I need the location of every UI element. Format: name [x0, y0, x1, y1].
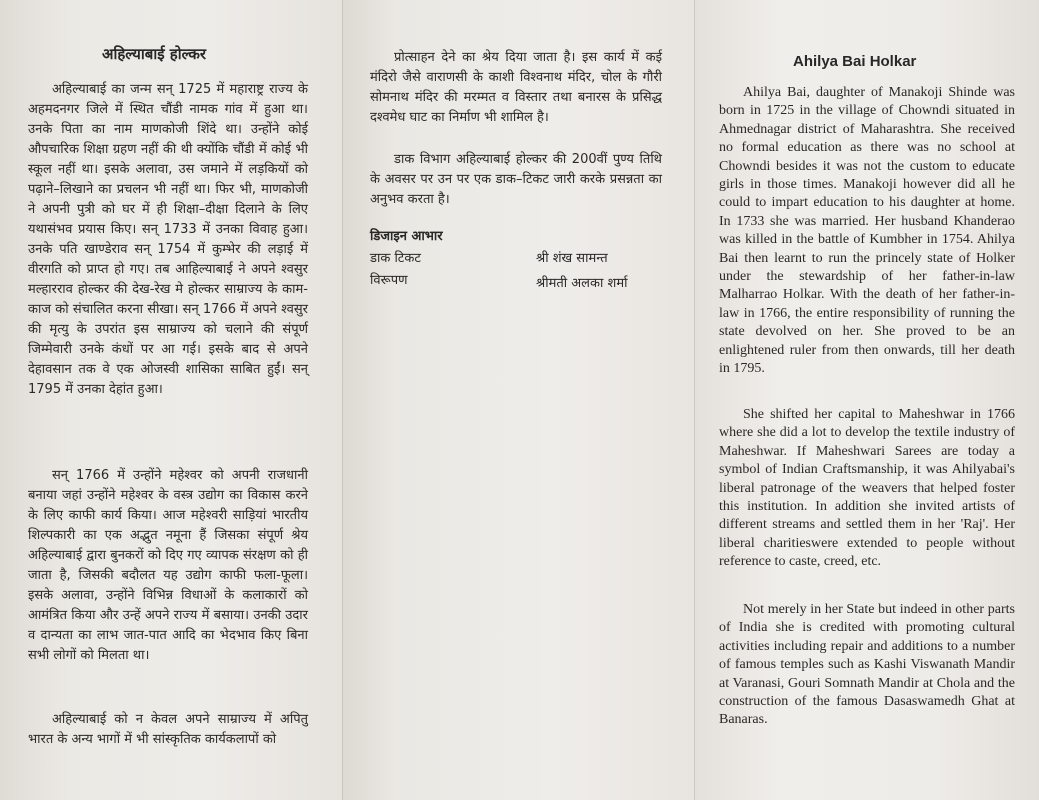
- hindi-panel-left: [0, 0, 343, 800]
- hindi-paragraph-2: सन् 1766 में उन्होंने महेश्वर को अपनी राजधानी बनाया जहां उन्होंने महेश्वर के वस्त्र उद्योग का विकास करने के लिए काफी कार्य किया। आज महेश्वरी साड़ियां भारतीय शिल्पकारी का एक अद्भुत नमूना हैं जिसका संपूर्ण श्रेय अहिल्याबाई द्वारा बुनकरों को दिए गए व्यापक संरक्षण को ही जाता है, जिसकी बदौलत यह उद्योग काफी फला-फूला। इसके अलावा, उन्होंने विभिन्न विधाओं के कलाकारों को आमंत्रित किया और उन्हें अपने राज्य में बसाया। उनकी उदार व दान्यता का लाभ जात-पात आदि का भेदभाव किए बिना सभी लोगों को मिलता था।: [28, 468, 308, 663]
- credit-label: विरूपण: [370, 273, 408, 288]
- english-panel: [695, 0, 1039, 800]
- hindi-paragraph-4: प्रोत्साहन देने का श्रेय दिया जाता है। इस कार्य में कई मंदिरो जैसे वाराणसी के काशी विश्वनाथ मंदिर, चोल के गौरी सोमनाथ मंदिर की मरम्मत व विस्तार तथा बनारस के प्रसिद्ध दश्वमेध घाट का निर्माण भी शामिल है।: [370, 50, 662, 125]
- hindi-paragraph-5: डाक विभाग अहिल्याबाई होल्कर की 200वीं पुण्य तिथि के अवसर पर उन पर एक डाक–टिकट जारी करके प्रसन्नता का अनुभव करता है।: [370, 152, 662, 207]
- design-credits-title: डिजाइन आभार: [370, 229, 443, 244]
- hindi-title: अहिल्याबाई होल्कर: [102, 45, 207, 63]
- english-title: Ahilya Bai Holkar: [793, 53, 917, 70]
- credit-name: श्री शंख सामन्त: [536, 251, 608, 266]
- credit-label: डाक टिकट: [370, 251, 421, 266]
- english-paragraph-3: Not merely in her State but indeed in other parts of India she is credited with promoting cultural activities including repair and additions to a number of famous temples such as Kashi Viswanath Mandir at Varanasi, Gouri Somnath Mandir at Chola and the construction of the famous Dasaswamedh Ghat at Banaras.: [719, 602, 1015, 728]
- hindi-panel-middle: [343, 0, 695, 800]
- english-paragraph-1: Ahilya Bai, daughter of Manakoji Shinde was born in 1725 in the village of Chowndi situated in Ahmednagar district of Maharashtra. She received no formal education as there was no school at Chowndi besides it was not the custom to educate girls in those times. Manakoji however did all he could to impart education to his daughter at home. In 1733 she was married. Her husband Khanderao was killed in the battle of Kumbher in 1754. Ahilya Bai then learnt to run the princely state of Holker under the stewardship of her father-in-law Malharrao Holkar. With the death of her father-in-law in 1766, the entire responsibility of running the state devolved on her. She proved to be an enlightened ruler from then onwards, till her death in 1795.: [719, 85, 1015, 377]
- hindi-paragraph-1: अहिल्याबाई का जन्म सन् 1725 में महाराष्ट्र राज्य के अहमदनगर जिले में स्थित चौंडी नामक गांव में हुआ था। उनके पिता का नाम माणकोजी शिंदे था। उन्होंने कोई औपचारिक शिक्षा ग्रहण नहीं की थी क्योंकि चौंडी में कोई भी स्कूल नहीं था। इसके अलावा, उस जमाने में लड़कियों को पढ़ाने–लिखाने का प्रचलन भी नहीं था। फिर भी, माणकोजी ने अपनी पुत्री को घर में ही शिक्षा–दीक्षा दिलाने के लिए यथासंभव प्रयास किए। सन् 1733 में उनका विवाह हुआ। उनके पति खाण्डेराव सन् 1754 में कुम्भेर की लड़ाई में वीरगति को प्राप्त हो गए। तब आहिल्याबाई ने अपने श्वसुर मल्हारराव होल्कर की देख-रेख मे होल्कर साम्राज्य के काम-काज को संचालित करना सीखा। सन् 1766 में अपने श्वसुर की मृत्यु के उपरांत इस साम्राज्य को चलाने की संपूर्ण जिम्मेवारी उनके कंधों पर आ गई। इसके बाद से अपने देहावसान तक वे एक ओजस्वी शासिका साबित हुईं। सन् 1795 में उनका देहांत हुआ।: [28, 82, 308, 397]
- hindi-paragraph-3: अहिल्याबाई को न केवल अपने साम्राज्य में अपितु भारत के अन्य भागों में भी सांस्कृतिक कार्यकलापों को: [28, 712, 308, 747]
- credit-name: श्रीमती अलका शर्मा: [536, 276, 628, 291]
- english-paragraph-2: She shifted her capital to Maheshwar in 1766 where she did a lot to develop the textile industry of Maheshwar. If Maheshwari Sarees are today a symbol of Indian Craftsmanship, it was Ahilyabai's liberal patronage of the weavers that helped foster this institution. In addition she invited artists of different streams and settled them in her 'Raj'. Her liberal charitieswere extended to people without reference to caste, creed, etc.: [719, 407, 1015, 570]
